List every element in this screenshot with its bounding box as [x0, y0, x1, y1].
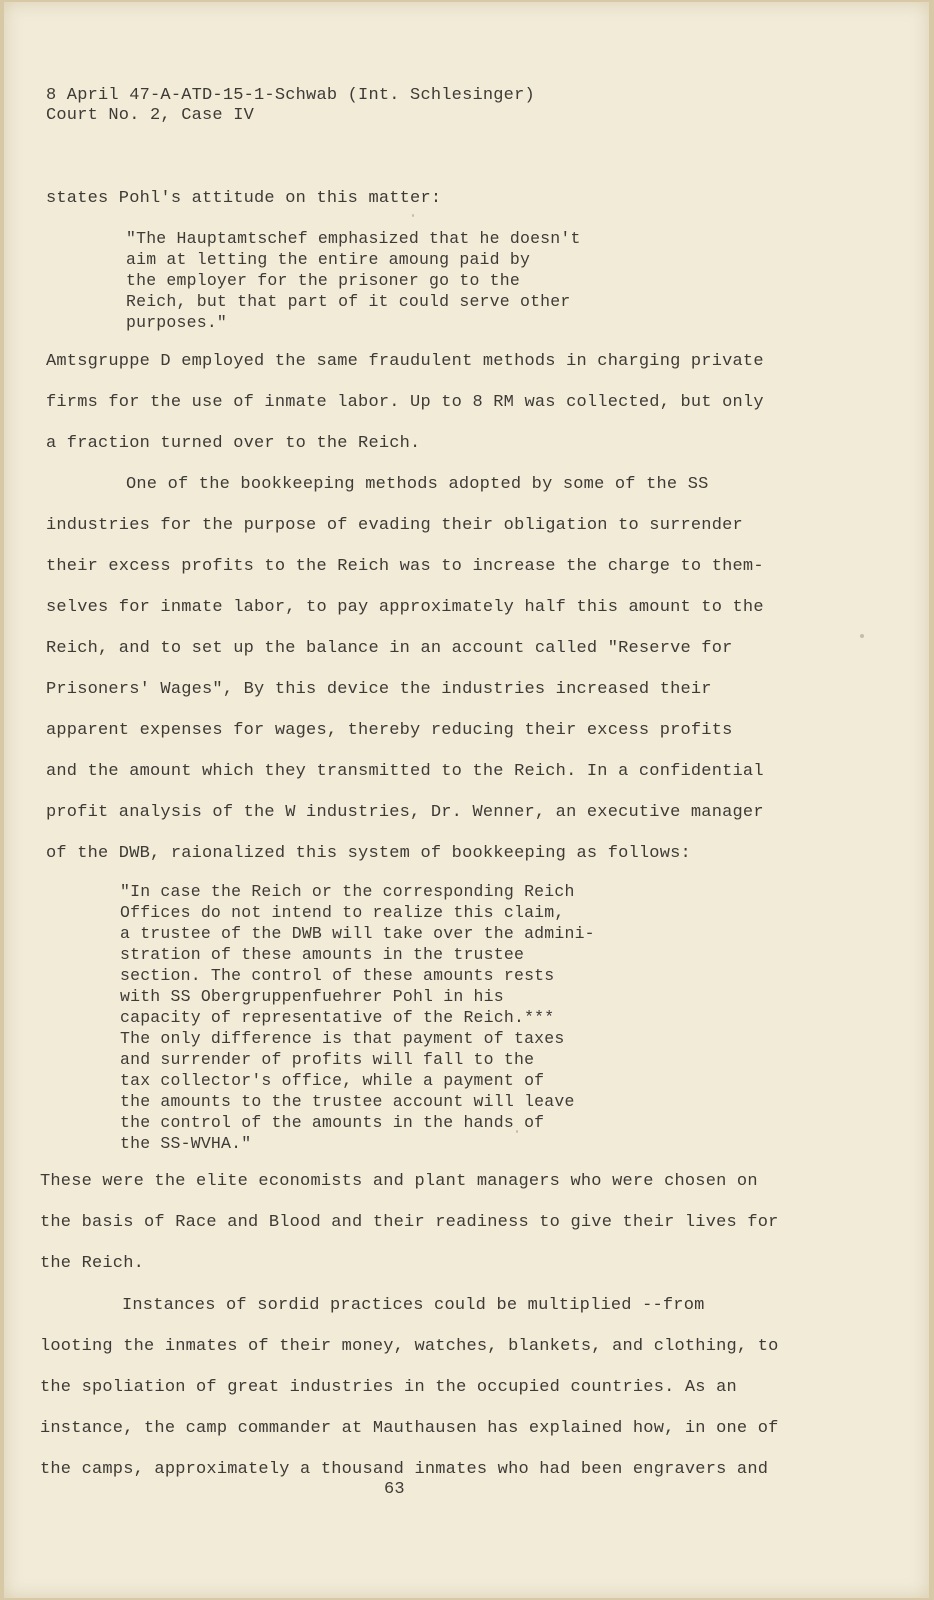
quote2-line: the control of the amounts in the hands of [120, 1113, 545, 1132]
para2-line: Prisoners' Wages", By this device the industries increased their [46, 680, 712, 699]
quote1-line: the employer for the prisoner go to the [126, 271, 520, 290]
quote1-line: purposes." [126, 313, 228, 332]
para4-line: Instances of sordid practices could be multiplied --from [122, 1296, 705, 1315]
paper-speck [412, 214, 414, 217]
para2-line: of the DWB, raionalized this system of bookkeeping as follows: [46, 844, 691, 863]
para2-line: profit analysis of the W industries, Dr. Wenner, an executive manager [46, 803, 764, 822]
para2-line: apparent expenses for wages, thereby reducing their excess profits [46, 721, 733, 740]
quote2-line: tax collector's office, while a payment of [120, 1071, 545, 1090]
para4-line: the spoliation of great industries in the occupied countries. As an [40, 1378, 737, 1397]
header-line-2: Court No. 2, Case IV [46, 106, 255, 125]
quote2-line: the SS-WVHA." [120, 1134, 252, 1153]
para4-line: the camps, approximately a thousand inmates who had been engravers and [40, 1460, 769, 1479]
quote1-line: aim at letting the entire amoung paid by [126, 250, 531, 269]
quote1-line: Reich, but that part of it could serve other [126, 292, 571, 311]
quote2-line: with SS Obergruppenfuehrer Pohl in his [120, 987, 504, 1006]
quote2-line: the amounts to the trustee account will leave [120, 1092, 575, 1111]
para2-line: Reich, and to set up the balance in an account called "Reserve for [46, 639, 733, 658]
page-number: 63 [384, 1480, 405, 1499]
para2-line: One of the bookkeeping methods adopted by some of the SS [126, 475, 709, 494]
para2-line: and the amount which they transmitted to the Reich. In a confidential [46, 762, 764, 781]
quote2-line: The only difference is that payment of taxes [120, 1029, 565, 1048]
para4-line: instance, the camp commander at Mauthausen has explained how, in one of [40, 1419, 779, 1438]
para3-line: the Reich. [40, 1254, 145, 1273]
document-page [4, 2, 929, 1598]
para3-line: the basis of Race and Blood and their readiness to give their lives for [40, 1213, 779, 1232]
quote2-line: a trustee of the DWB will take over the admini- [120, 924, 595, 943]
para3-line: These were the elite economists and plant managers who were chosen on [40, 1172, 758, 1191]
paper-speck [860, 634, 864, 638]
quote2-line: "In case the Reich or the corresponding Reich [120, 882, 575, 901]
para2-line: industries for the purpose of evading their obligation to surrender [46, 516, 743, 535]
para1-line: a fraction turned over to the Reich. [46, 434, 421, 453]
quote2-line: stration of these amounts in the trustee [120, 945, 525, 964]
para2-line: selves for inmate labor, to pay approximately half this amount to the [46, 598, 764, 617]
header-line-1: 8 April 47-A-ATD-15-1-Schwab (Int. Schlesinger) [46, 86, 535, 105]
para1-line: Amtsgruppe D employed the same fraudulent methods in charging private [46, 352, 764, 371]
quote2-line: and surrender of profits will fall to the [120, 1050, 535, 1069]
para2-line: their excess profits to the Reich was to increase the charge to them- [46, 557, 764, 576]
quote2-line: Offices do not intend to realize this claim, [120, 903, 565, 922]
paper-speck [516, 1130, 518, 1133]
para1-line: firms for the use of inmate labor. Up to 8 RM was collected, but only [46, 393, 764, 412]
quote1-line: "The Hauptamtschef emphasized that he doesn't [126, 229, 581, 248]
para4-line: looting the inmates of their money, watches, blankets, and clothing, to [40, 1337, 779, 1356]
quote2-line: capacity of representative of the Reich.*** [120, 1008, 555, 1027]
quote2-line: section. The control of these amounts rests [120, 966, 555, 985]
intro-line: states Pohl's attitude on this matter: [46, 189, 442, 208]
